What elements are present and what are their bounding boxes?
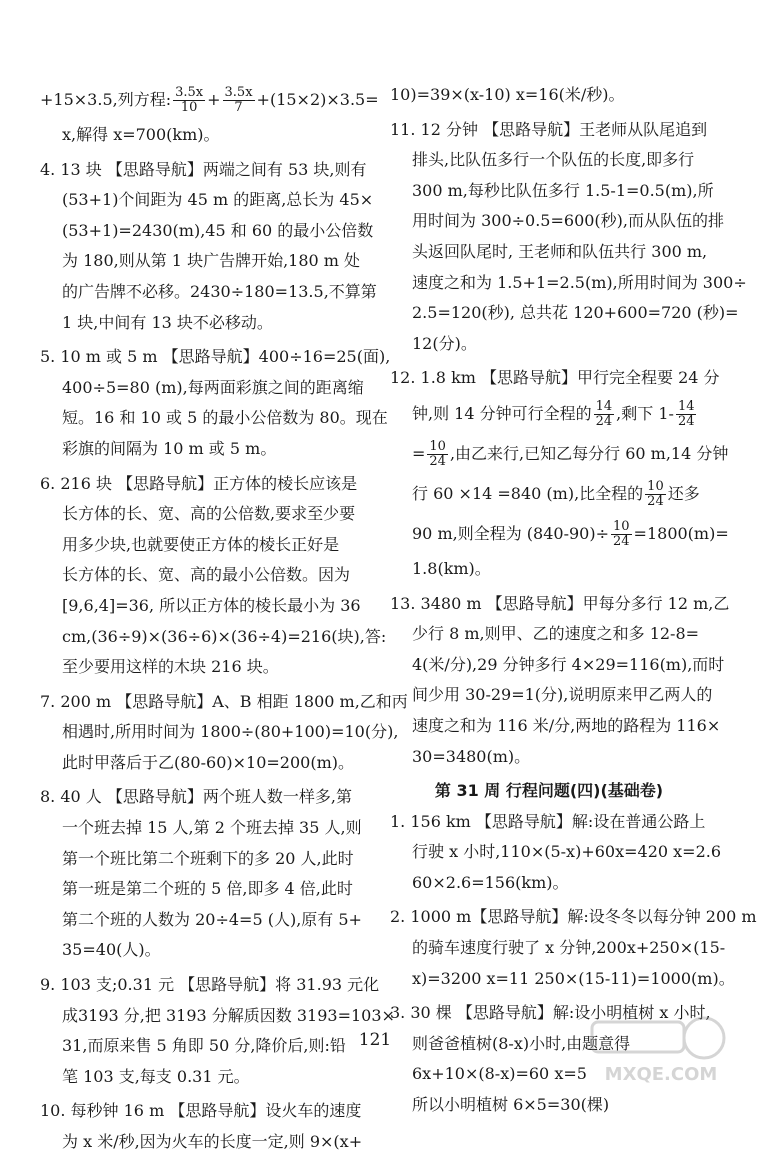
fraction: $\frac{10}{24}$ (613, 519, 630, 549)
page-number: 121 (358, 1030, 392, 1050)
answer-item-s3: 3. 30 棵 【思路导航】解:设小明植树 x 小时, 则爸爸植树(8-x)小时,由题意得 6x+10×(8-x)=60 x=5 所以小明植树 6×5=30(棵) (390, 1003, 711, 1115)
watermark-text: MXQE.COM (604, 1064, 718, 1085)
answer-item-3-continued (40, 80, 379, 151)
answer-item-6: 6. 216 块 【思路导航】正方体的棱长应该是 长方体的长、宽、高的公倍数,要求至少要 用多少块,也就要使正方体的棱长正好是 长方体的长、宽、高的最小公倍数。因为 [9,6,4]=36, 所以正方体的棱长最小为 36 cm,(36÷9)×(36÷6)×(36÷4)=216(块),答: 至少要用这样的木块 216 块。 (40, 473, 387, 677)
answer-item-11: 11. 12 分钟 【思路导航】王老师从队尾追到 排头,比队伍多行一个队伍的长度,即多行 300 m,每秒比队伍多行 1.5-1=0.5(m),所 用时间为 300÷0.5=600(秒),而从队伍的排 头返回队尾时, 王老师和队伍共行 300 m, 速度之和为 1.5+1=2.5(m),所用时间为 300÷ 2.5=120(秒), 总共花 120+600=720 (秒)= 12(分)。 (390, 119, 747, 353)
fraction: $\frac{10}{24}$ (647, 479, 664, 509)
fraction: $\frac{14}{24}$ (677, 399, 695, 429)
watermark-logo-icon (586, 1010, 736, 1090)
right-column (390, 80, 757, 1125)
fraction-line: 钟,则 14 分钟可行全程的 $\frac{14}{24}$ ,剩下 1- $\frac{14}{24}$ (412, 399, 695, 429)
answer-item-7: 7. 200 m 【思路导航】A、B 相距 1800 m,乙和丙 相遇时,所用时间为 1800÷(80+100)=10(分), 此时甲落后于乙(80-60)×10=200(m)。 (40, 691, 408, 772)
answer-item-8: 8. 40 人 【思路导航】两个班人数一样多,第 一个班去掉 15 人,第 2 个班去掉 35 人,则 第一个班比第二个班剩下的多 20 人,此时 第一班是第二个班的 5 倍,即多 4 倍,此时 第二个班的人数为 20÷4=5 (人),原有 5+ 35=40(人)。 (40, 787, 362, 960)
answer-item-s2: 2. 1000 m【思路导航】解:设冬冬以每分钟 200 m 的骑车速度行驶了 x 分钟,200x+250×(15- x)=3200 x=11 250×(15-11)=1000(m)。 (390, 907, 757, 988)
section-title: 第 31 周 行程问题(四)(基础卷) (434, 781, 664, 801)
fraction: $\frac{3.5x}{7}$ (224, 85, 253, 115)
fraction-line: 行 60 ×14 =840 (m),比全程的 $\frac{10}{24}$ 还多 (412, 479, 700, 509)
answer-item-13: 13. 3480 m 【思路导航】甲每分多行 12 m,乙 少行 8 m,则甲、乙的速度之和多 12-8= 4(米/分),29 分钟多行 4×29=116(m),而时 间少用 30-29=1(分),说明原来甲乙两人的 速度之和为 116 米/分,两地的路程为 116× 30=3480(m)。 (390, 593, 730, 766)
answer-item-s1: 1. 156 km 【思路导航】解:设在普通公路上 行驶 x 小时,110×(5-x)+60x=420 x=2.6 60×2.6=156(km)。 (390, 811, 722, 892)
equation-line: +15×3.5,列方程: $\frac{3.5x}{10}$ + $\frac{3.5x}{7}$ +(15×2)×3.5= (40, 85, 379, 115)
answer-item-5: 5. 10 m 或 5 m 【思路导航】400÷16=25(面), 400÷5=80 (m),每两面彩旗之间的距离缩 短。16 和 10 或 5 的最小公倍数为 80。现在 彩旗的间隔为 10 m 或 5 m。 (40, 347, 391, 458)
fraction-line: = $\frac{10}{24}$ ,由乙来行,已知乙每分行 60 m,14 分钟 (412, 439, 729, 469)
fraction: $\frac{14}{24}$ (595, 399, 613, 429)
text: +15×3.5,列方程: (40, 90, 172, 109)
text-line: x,解得 x=700(km)。 (62, 125, 220, 144)
fraction: $\frac{10}{24}$ (429, 439, 446, 469)
answer-item-10: 10. 每秒钟 16 m 【思路导航】设火车的速度 为 x 米/秒,因为火车的长度一定,则 9×(x+ (40, 1101, 363, 1151)
fraction: $\frac{3.5x}{10}$ (175, 85, 204, 115)
answer-item-10-continued: 10)=39×(x-10) x=16(米/秒)。 (390, 85, 625, 104)
answer-item-9: 9. 103 支;0.31 元 【思路导航】将 31.93 元化 成3193 分,把 3193 分解质因数 3193=103× 31,而原来售 5 角即 50 分,降价后,则:铅 笔 103 支,每支 0.31 元。 (40, 975, 395, 1086)
fraction-line: 90 m,则全程为 (840-90)÷ $\frac{10}{24}$ =1800(m)= (412, 519, 729, 549)
answer-item-12: 12. 1.8 km 【思路导航】甲行完全程要 24 分 钟,则 14 分钟可行全程的 $\frac{14}{24}$ ,剩下 1- $\frac{14}{24}$ = $\frac{10}{24}$ ,由乙来行,已知乙每分行 60 m,14 分钟 行 60 ×14 =840 (m),比全程的 $\frac{10}{24}$ 还多 90 m,则全程为 (840-90)÷ $\frac{10}{24}$ =1800(m)= 1.8(km)。 (390, 368, 729, 578)
answer-item-4: 4. 13 块 【思路导航】两端之间有 53 块,则有 (53+1)个间距为 45 m 的距离,总长为 45× (53+1)=2430(m),45 和 60 的最小公倍数 为 180,则从第 1 块广告牌开始,180 m 处 的广告牌不必移。2430÷180=13.5,不算第 1 块,中间有 13 块不必移动。 (40, 159, 377, 332)
